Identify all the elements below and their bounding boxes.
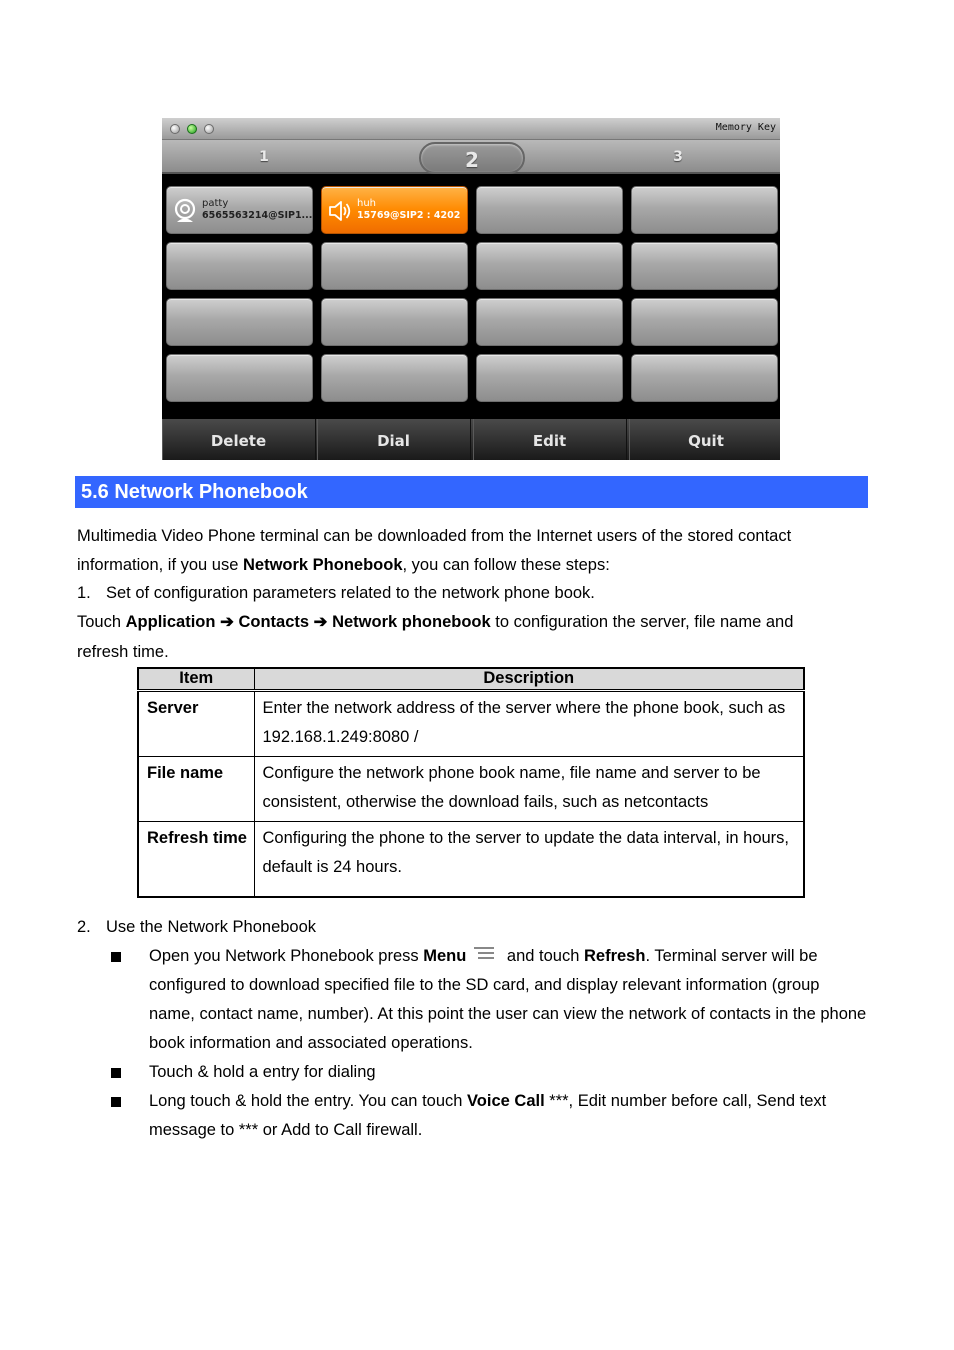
table-row bbox=[138, 821, 804, 897]
window-close-dot-icon[interactable] bbox=[170, 124, 180, 134]
memory-key-empty[interactable] bbox=[476, 298, 623, 346]
row-description: Configure the network phone book name, file name and server to be consistent, otherwise the download fails, such as netcontacts bbox=[254, 756, 804, 821]
step-1 bbox=[77, 579, 595, 608]
memory-key-empty[interactable] bbox=[631, 242, 778, 290]
window-titlebar bbox=[162, 118, 780, 140]
memory-key-huh[interactable] bbox=[321, 186, 468, 234]
step-number: 1. bbox=[77, 584, 91, 602]
memory-key-empty[interactable] bbox=[166, 298, 313, 346]
intro-bold-term: Network Phonebook bbox=[243, 556, 403, 574]
touch-path-cont: refresh time. bbox=[77, 643, 169, 661]
table-header-row bbox=[138, 668, 804, 690]
webcam-icon bbox=[172, 198, 198, 224]
tab-3[interactable]: 3 bbox=[673, 149, 683, 165]
key-contact-number: 6565563214@SIP1... bbox=[202, 210, 313, 221]
table-row bbox=[138, 690, 804, 756]
path-contacts: Contacts bbox=[238, 613, 310, 631]
touch-text: Touch bbox=[77, 613, 126, 631]
table-row bbox=[138, 756, 804, 821]
bullet-square-icon bbox=[111, 1068, 121, 1078]
window-title: Memory Key bbox=[715, 122, 776, 133]
path-network-phonebook: Network phonebook bbox=[332, 613, 491, 631]
memory-key-empty[interactable] bbox=[476, 354, 623, 402]
memory-key-empty[interactable] bbox=[631, 298, 778, 346]
bullet-text: ***, Edit number before call, Send text message to *** or Add to Call firewall. bbox=[149, 1092, 827, 1139]
memory-key-empty[interactable] bbox=[476, 242, 623, 290]
intro-text: information, if you use bbox=[77, 556, 243, 574]
delete-button[interactable]: Delete bbox=[162, 419, 316, 460]
step-text: Set of configuration parameters related to the network phone book. bbox=[106, 584, 595, 602]
speaker-icon bbox=[327, 198, 353, 224]
intro-line-2 bbox=[77, 551, 610, 580]
column-header-description: Description bbox=[254, 668, 804, 690]
bullet-text: Open you Network Phonebook press bbox=[149, 947, 424, 965]
intro-text: , you can follow these steps: bbox=[402, 556, 610, 574]
voice-call-term: Voice Call bbox=[467, 1092, 545, 1110]
memory-key-empty[interactable] bbox=[631, 354, 778, 402]
memory-key-empty[interactable] bbox=[321, 242, 468, 290]
quit-button[interactable]: Quit bbox=[629, 419, 780, 460]
row-description: Enter the network address of the server where the phone book, such as 192.168.1.249:8080 / bbox=[254, 690, 804, 756]
path-application: Application bbox=[125, 613, 216, 631]
edit-button[interactable]: Edit bbox=[473, 419, 627, 460]
arrow-icon: ➔ bbox=[220, 613, 234, 631]
column-header-item: Item bbox=[138, 668, 254, 690]
step-2 bbox=[77, 913, 317, 942]
row-item: Refresh time bbox=[138, 821, 254, 897]
window-minimize-dot-icon[interactable] bbox=[187, 124, 197, 134]
tab-2[interactable]: 2 bbox=[419, 142, 525, 174]
key-contact-number: 15769@SIP2 : 4202 bbox=[357, 210, 461, 221]
section-heading: 5.6 Network Phonebook bbox=[75, 476, 868, 508]
bullet-text: and touch bbox=[502, 947, 584, 965]
menu-icon bbox=[470, 945, 498, 963]
row-description: Configuring the phone to the server to update the data interval, in hours, default is 24 hours. bbox=[254, 821, 804, 897]
arrow-icon: ➔ bbox=[313, 613, 328, 631]
touch-path-line bbox=[77, 608, 793, 637]
bullet-item-2: Touch & hold a entry for dialing bbox=[149, 1063, 376, 1081]
memory-key-patty[interactable] bbox=[166, 186, 313, 234]
row-item: Server bbox=[138, 690, 254, 756]
memory-key-empty[interactable] bbox=[166, 242, 313, 290]
bullet-square-icon bbox=[111, 1097, 121, 1107]
step-text: Use the Network Phonebook bbox=[106, 918, 317, 936]
bullet-text: . Terminal server will be configured to download specified file to the SD card, and display relevant information (group name, contact name, number). At this point the user can view the network of contacts in the phone book information and associated operations. bbox=[149, 947, 867, 1052]
touch-text: to configuration the server, file name and bbox=[490, 613, 794, 631]
dial-button[interactable]: Dial bbox=[317, 419, 471, 460]
intro-line-1: Multimedia Video Phone terminal can be downloaded from the Internet users of the stored contact bbox=[77, 527, 792, 545]
memory-key-empty[interactable] bbox=[631, 186, 778, 234]
parameter-table bbox=[137, 667, 805, 898]
memory-key-empty[interactable] bbox=[476, 186, 623, 234]
memory-key-empty[interactable] bbox=[166, 354, 313, 402]
menu-term: Menu bbox=[423, 947, 467, 965]
softkey-bar bbox=[162, 419, 780, 460]
memory-key-grid bbox=[166, 186, 778, 402]
memory-key-screenshot bbox=[162, 118, 780, 460]
key-contact-name: patty bbox=[202, 198, 229, 209]
bullet-text: Long touch & hold the entry. You can touch bbox=[149, 1092, 468, 1110]
memory-key-empty[interactable] bbox=[321, 298, 468, 346]
page-tabbar bbox=[162, 140, 780, 174]
row-item: File name bbox=[138, 756, 254, 821]
bullet-item-3 bbox=[149, 1087, 869, 1145]
step-number: 2. bbox=[77, 918, 91, 936]
tab-1[interactable]: 1 bbox=[259, 149, 269, 165]
memory-key-empty[interactable] bbox=[321, 354, 468, 402]
bullet-square-icon bbox=[111, 952, 121, 962]
window-maximize-dot-icon[interactable] bbox=[204, 124, 214, 134]
refresh-term: Refresh bbox=[584, 947, 646, 965]
bullet-item-1 bbox=[149, 942, 869, 1058]
key-contact-name: huh bbox=[357, 198, 377, 209]
